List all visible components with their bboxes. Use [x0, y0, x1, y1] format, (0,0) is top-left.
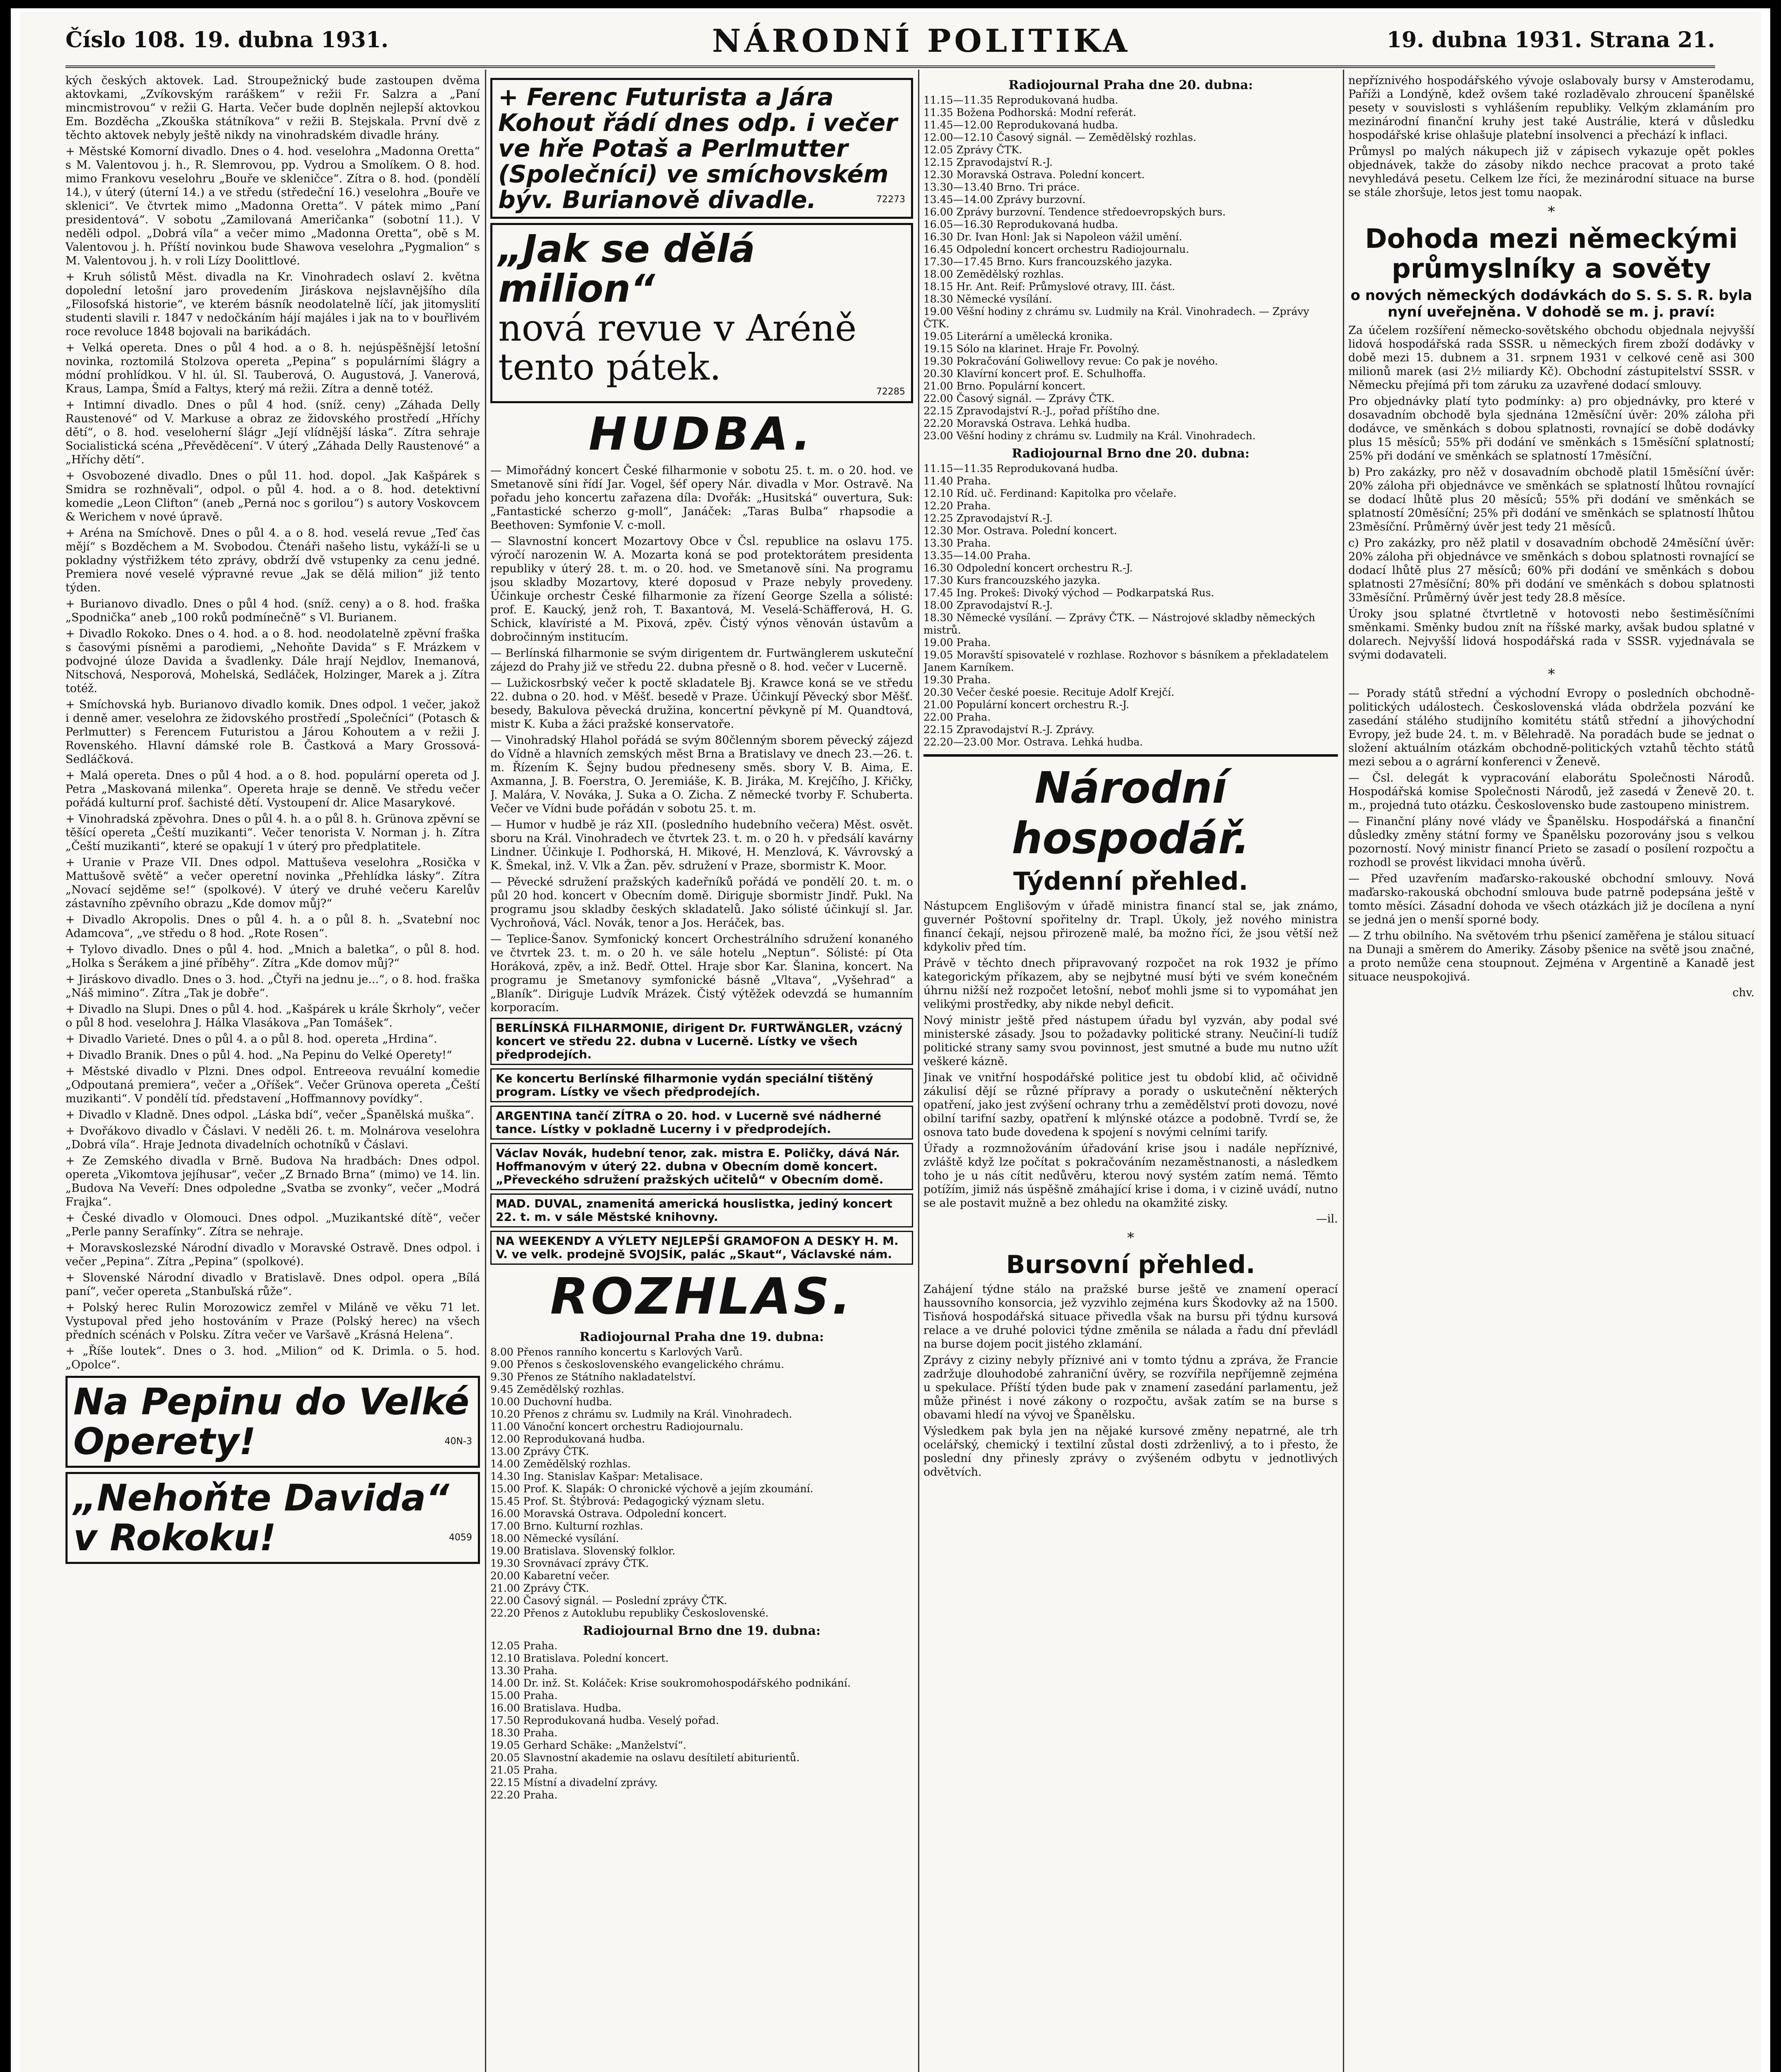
column-rule: [918, 70, 919, 2072]
article-signature: chv.: [1732, 986, 1754, 999]
radio-program-item: 12.30 Mor. Ostrava. Polední koncert.: [923, 525, 1117, 537]
radio-program-item: 20.05 Slavnostní akademie na oslavu desítiletí abiturientů.: [490, 1752, 800, 1764]
radio-program-item: 18.15 Hr. Ant. Reif: Průmyslové otravy, III. část.: [923, 281, 1175, 293]
article-subtitle: o nových německých dodávkách do S. S. S. R. byla nyní uveřejněna. V dohodě se m. j. praví:: [1350, 287, 1752, 320]
newspaper-page: [20, 12, 1761, 2072]
radio-program-item: 17.50 Reprodukovaná hudba. Veselý pořad.: [490, 1714, 719, 1726]
theatre-item: + Jiráskovo divadlo. Dnes o 3. hod. „Čtyři na jednu je...“, o 8. hod. fraška „Náš mimino“. Zítra „Tak je dobře“.: [65, 973, 480, 1000]
radio-program-item: 19.15 Sólo na klarinet. Hraje Fr. Povolný.: [923, 343, 1139, 355]
radio-program-item: 19.30 Srovnávací zprávy ČTK.: [490, 1557, 649, 1569]
radio-program-item: 19.00 Věšní hodiny z chrámu sv. Ludmily na Král. Vinohradech. — Zprávy ČTK.: [923, 305, 1309, 330]
column-theatre: [65, 74, 480, 2072]
radio-program-item: 22.15 Zpravodajství R.-J., pořad příštího dne.: [923, 405, 1160, 417]
radio-program-item: 19.05 Literární a umělecká kronika.: [923, 330, 1113, 342]
page-info: 19. dubna 1931. Strana 21.: [1386, 27, 1715, 53]
radio-program-item: 22.20—23.00 Mor. Ostrava. Lehká hudba.: [923, 736, 1143, 748]
section-title-rozhlas: ROZHLAS.: [550, 1268, 853, 1326]
article-paragraph: nepříznivého hospodářského vývoje oslabovaly bursy v Amsterodamu, Paříži a Londýně, kdež ovšem také rozladěvalo zhroucení španělské pesety v souvislosti s vyhlášením republiky. Velkým zklamáním pro mezinárodní finanční kruhy jest také Austrálie, která v důsledku hospodářské krise ohlašuje platební insolvenci a přechází k inflaci.: [1348, 74, 1754, 142]
masthead: [65, 16, 1715, 68]
radio-program-item: 16.45 Odpolední koncert orchestru Radiojournalu.: [923, 243, 1189, 255]
article-signature: —il.: [1316, 1213, 1338, 1225]
radio-program-list: [923, 94, 1338, 442]
radio-program-item: 11.35 Božena Podhorská: Modní referát.: [923, 107, 1136, 119]
radio-program-item: 20.30 Klavírní koncert prof. E. Schulhoffa.: [923, 368, 1146, 380]
radio-program-item: 16.30 Odpolední koncert orchestru R.-J.: [923, 562, 1133, 574]
advertisement-david: [65, 1472, 480, 1564]
radio-program-item: 13.30 Praha.: [490, 1665, 558, 1677]
radio-program-item: 14.30 Ing. Stanislav Kašpar: Metalisace.: [490, 1470, 703, 1482]
article-paragraph: Zahájení týdne stálo na pražské burse ještě ve znamení operací haussovního konsorcia, jež vyzvihlo zejména kurs Škodovky až na 1500. Tisňová hospodářská situace přivedla však na bursu při týdnu kursová relace a ve druhé polovici týdne změnila se nálada a řadu dní převládl na burse dojem pocit jistého zklamání.: [923, 1283, 1338, 1351]
radio-program-item: 16.00 Zprávy burzovní. Tendence středoevropských burs.: [923, 206, 1226, 218]
theatre-item: + Burianovo divadlo. Dnes o půl 4 hod. (sníž. ceny) a o 8. hod. fraška „Spodnička“ aneb „100 roků podmínečně“ s Vl. Burianem.: [65, 598, 480, 624]
theatre-item: + Dvořákovo divadlo v Čáslavi. V neděli 26. t. m. Molnárova veselohra „Dobrá víla“. Hraje Jednota divadelních ochotníků v Čáslavi.: [65, 1125, 480, 1151]
radio-program-item: 9.30 Přenos ze Státního nakladatelství.: [490, 1371, 696, 1383]
column-rule: [485, 70, 486, 2072]
ad-text: Na Pepinu do Velké Operety!: [73, 1380, 470, 1463]
music-item: — Pěvecké sdružení pražských kadeřníků pořádá ve pondělí 20. t. m. o půl 20 hod. koncert v Obecním domě. Diriguje sbormistr Jindř. Pukl. Na programu jsou skladby českých skladatelů. Jako sólisté účinkují sl. Jar. Vychroňová, Václ. Novák, tenor a Jos. Heráček, bas.: [490, 876, 913, 929]
news-item: — Z trhu obilního. Na světovém trhu pšenicí zaměřena je stálou situací na Dunaji a směrem do Ameriky. Zásoby pšenice na světě jsou značné, a proto nemůže cena stoupnout. Zejména v Argentině a Kanadě jest situace neuspokojivá.: [1348, 929, 1754, 983]
radio-program-item: 16.00 Bratislava. Hudba.: [490, 1702, 622, 1714]
theatre-item: + „Říše loutek“. Dnes o 3. hod. „Milion“ od K. Drimla. o 5. hod. „Opolce“.: [65, 1345, 480, 1371]
separator-star: *: [1548, 666, 1555, 683]
article-paragraph: Jinak ve vnitřní hospodářské politice jest tu období klid, ač očividně zákulisí dějí se různé přípravy a porady o uskutečnění některých opatření, jako jest zvýšení ochrany trhu a zemědělství proti dovozu, nové obilní tarifní sazby, opatření k mlýnské otázce a podobně. Tvrdí se, že osnova tato bude dovedena k spojení s novými celními tarify.: [923, 1071, 1338, 1139]
advertisement-pepina: [65, 1376, 480, 1468]
article-paragraph: Nástupcem Englišovým v úřadě ministra financí stal se, jak známo, guvernér Poštovní spořitelny dr. Trapl. Úkoly, jež nového ministra financí čekají, nejsou přirozeně malé, ba možno říci, že jsou větší než kdykoliv před tím.: [923, 900, 1338, 954]
article-paragraph: Výsledkem pak byla jen na nějaké kursové změny nepatrné, ale trh ocelářský, chemický i textilní zůstal dosti zdrženlivý, a to i přesto, že poslední dny přinesly zprávy o zvýšeném odbytu v jednotlivých odvětvích.: [923, 1425, 1338, 1479]
music-item: — Mimořádný koncert České filharmonie v sobotu 25. t. m. o 20. hod. ve Smetanově síni řídí Jar. Vogel, šéf opery Nár. divadla v Mor. Ostravě. Na pořadu jeho koncertu zařazena díla: Dvořák: „Husitská“ ouvertura, Suk: „Fantastické scherzo g-moll“, Janáček: „Taras Bulba“ rhapsodie a Beethoven: Symfonie V. c-moll.: [490, 464, 913, 532]
article-paragraph: Za účelem rozšíření německo-sovětského obchodu objednala nejvyšší lidová hospodářská rada SSSR. u německých firem zboží dodávky v době mezi 15. dubnem a 31. srpnem 1931 v celkové ceně asi 300 milionů marek (asi 2½ miliardy Kč). Obchodní zástupitelství SSSR. v Německu přejímá při tom záruku za uzavřené dodací smlouvy.: [1348, 324, 1754, 392]
radio-program-item: 19.00 Praha.: [923, 637, 991, 649]
radio-program-item: 20.00 Kabaretní večer.: [490, 1570, 610, 1582]
radio-program-item: 10.20 Přenos z chrámu sv. Ludmily na Král. Vinohradech.: [490, 1408, 792, 1420]
radio-program-list: [923, 462, 1338, 748]
radio-program-item: 12.00 Reprodukovaná hudba.: [490, 1433, 645, 1445]
news-item: — Před uzavřením maďarsko-rakouské obchodní smlouvy. Nová maďarsko-rakouská obchodní smlouva bude patrně podepsána ještě v tomto měsíci. Zásadní dohoda ve všech otázkách již je docílena a nyní se jedná jen o menší sporné body.: [1348, 872, 1754, 926]
radio-program-item: 11.40 Praha.: [923, 475, 991, 487]
article-paragraph: b) Pro zakázky, pro něž v dosavadním obchodě platil 15měsíční úvěr: 20% záloha při objednávce ve směnkách se splatností lhůtou rovnající se dodací lhůtě plus 20 měsíců; 55% při dodání ve směnkách se splatností 20měsíční; 25% při dodání ve směnkách se splatností lhůtou 23měsíční. Průměrný úvěr jest tedy 21 měsíců.: [1348, 466, 1754, 533]
ad-text: „Nehoňte Davida“ v Rokoku!: [73, 1477, 450, 1559]
ad-number: 4059: [449, 1532, 472, 1543]
section-divider: [923, 754, 1338, 757]
ad-text: + Ferenc Futurista a Jára Kohout řádí dnes odp. i večer ve hře Potaš a Perlmutter (Společníci) ve smíchovském býv. Burianově divadle.: [498, 83, 897, 214]
theatre-item: + Tylovo divadlo. Dnes o půl 4. hod. „Mnich a baletka“, o půl 8. hod. „Holka s Šerákem a jiné příběhy“. Zítra „Kde domov můj?“: [65, 943, 480, 970]
theatre-item: + Divadlo Varieté. Dnes o půl 4. a o půl 8. hod. opereta „Hrdina“.: [65, 1033, 437, 1046]
theatre-item: + Moravskoslezské Národní divadlo v Moravské Ostravě. Dnes odpol. i večer „Pepina“. Zítra „Pepina“ (spolkové).: [65, 1242, 480, 1268]
radio-program-item: 11.15—11.35 Reprodukovaná hudba.: [923, 94, 1119, 106]
section-title-hudba: HUDBA.: [589, 407, 815, 460]
small-ad: MAD. DUVAL, znamenitá americká houslistka, jediný koncert 22. t. m. v sále Městské knihovny.: [490, 1193, 913, 1227]
theatre-item: + Divadlo Akropolis. Dnes o půl 4. h. a o půl 8. h. „Svatební noc Adamcova“, „ve středu o 8 hod. „Rote Rosen“.: [65, 913, 480, 940]
radio-program-item: 15.00 Prof. K. Slapák: O chronické výchově a jejím zkoumání.: [490, 1483, 814, 1495]
section-title-hospodar: Národní hospodář.: [1012, 762, 1250, 864]
newspaper-title: NÁRODNÍ POLITIKA: [712, 22, 1131, 59]
theatre-item: kých českých aktovek. Lad. Stroupežnický bude zastoupen dvěma aktovkami, „Zvíkovským raráškem“ v režii Fr. Salzra a „Paní mincmistrovou“ v režii G. Harta. Večer bude doplněn nejlepší aktovkou Em. Bozděcha „Zkouška státníkova“ v režii B. Stejskala. První dvě z těchto aktovek nebyly ještě nikdy na vinohradském divadle hrány.: [65, 74, 480, 142]
radio-program-item: 11.00 Vánoční koncert orchestru Radiojournalu.: [490, 1421, 744, 1433]
article-paragraph: Průmysl po malých nákupech již v zápisech vykazuje opět pokles objednávek, takže do zásoby nikdo nechce pracovat a proto také nevyhledává pesetu. Celkem lze říci, že mezinárodní situace na burse se stále zhoršuje, letos jest tomu naopak.: [1348, 145, 1754, 199]
radio-program-item: 18.00 Německé vysílání.: [490, 1532, 619, 1544]
radio-program-item: 12.05 Zprávy ČTK.: [923, 144, 1023, 156]
radio-program-item: 19.00 Bratislava. Slovenský folklor.: [490, 1545, 676, 1557]
theatre-item: + Divadlo na Slupi. Dnes o půl 4. hod. „Kašpárek u krále Škrholy“, večer o půl 8 hod. veselohra J. Hálka Vlasákova „Pan Tomášek“.: [65, 1003, 480, 1029]
radio-program-item: 12.05 Praha.: [490, 1640, 558, 1652]
radio-program-item: 8.00 Přenos ranního koncertu s Karlových Varů.: [490, 1346, 743, 1358]
radio-program-item: 12.00—12.10 Časový signál. — Zemědělský rozhlas.: [923, 131, 1197, 143]
radio-program-item: 12.25 Zpravodajství R.-J.: [923, 512, 1053, 524]
radio-program-item: 21.00 Zprávy ČTK.: [490, 1582, 589, 1594]
article-title-bursovni: Bursovní přehled.: [1006, 1250, 1255, 1279]
radio-program-item: 13.30 Praha.: [923, 537, 991, 549]
radio-program-item: 10.00 Duchovní hudba.: [490, 1396, 613, 1408]
radio-program-item: 17.30 Kurs francouzského jazyka.: [923, 574, 1100, 586]
article-paragraph: Pro objednávky platí tyto podmínky: a) pro objednávky, pro které v dosavadním obchodě byla sjednána 12měsíční úvěr: 20% záloha při dodávce, ve směnkách s dobou splatnosti, rovnající se době dodávky plus 15 měsíců; 55% při dodání ve směnkách s 15měsíční splatností; 25% při dodání ve směnkách se splatností 17měsíční.: [1348, 395, 1754, 462]
article-paragraph: Úroky jsou splatné čtvrtletně v hotovosti nebo šestiměsíčními směnkami. Směnky budou znít na říšské marky, avšak budou splatné v dolarech. Nejvyšší lidová hospodářská rada v SSSR. vyjednávala se svými dodavateli.: [1348, 608, 1754, 661]
theatre-item: + Městské divadlo v Plzni. Dnes odpol. Entreeova revuální komedie „Odpoutaná premiera“, večer a „Oříšek“. Večer Grünova opereta „Čeští muzikanti“. V pondělí tíd. představení „Hoffmannovy povídky“.: [65, 1065, 480, 1105]
radio-program-item: 12.15 Zpravodajství R.-J.: [923, 156, 1053, 168]
small-ad: NA WEEKENDY A VÝLETY NEJLEPŠÍ GRAMOFON A DESKY H. M. V. ve velk. prodejně SVOJSÍK, palác „Skaut“, Václavské nám.: [490, 1231, 913, 1265]
radio-program-item: 12.20 Praha.: [923, 500, 991, 512]
radio-program-item: 12.10 Ríd. uč. Ferdinand: Kapitolka pro včelaře.: [923, 487, 1177, 499]
radio-program-item: 18.30 Praha.: [490, 1727, 558, 1739]
radio-program-item: 18.00 Zemědělský rozhlas.: [923, 268, 1064, 280]
theatre-item: + Slovenské Národní divadlo v Bratislavě. Dnes odpol. opera „Bílá paní“, večer opereta „Stanbuľská růže“.: [65, 1271, 480, 1298]
theatre-item: + České divadlo v Olomouci. Dnes odpol. „Muzikantské dítě“, večer „Perle panny Serafínky“. Zítra se nehraje.: [65, 1212, 480, 1238]
radio-program-item: 22.00 Časový signál. — Poslední zprávy ČTK.: [490, 1595, 727, 1607]
radio-program-list: [490, 1346, 913, 1619]
separator-star: *: [1548, 203, 1555, 220]
radio-program-item: 17.00 Brno. Kulturní rozhlas.: [490, 1520, 643, 1532]
radio-program-item: 18.30 Německé vysílání.: [923, 293, 1052, 305]
column-radio-economy: [923, 74, 1338, 2072]
radio-program-item: 18.30 Německé vysílání. — Zprávy ČTK. — Nástrojové skladby německých mistrů.: [923, 612, 1316, 636]
radio-program-item: 13.30—13.40 Brno. Tri práce.: [923, 181, 1080, 193]
radio-program-item: 19.05 Gerhard Schäke: „Manželství“.: [490, 1739, 686, 1751]
radio-program-item: 12.30 Moravská Ostrava. Polední koncert.: [923, 169, 1145, 181]
radio-program-item: 17.45 Ing. Prokeš: Divoký východ — Podkarpatská Rus.: [923, 587, 1214, 599]
article-paragraph: Zprávy z ciziny nebyly příznivé ani v tomto týdnu a zpráva, že Francie zadržuje dlouhodobé zahraniční úvěry, se rozvířila nepříjemně zejména u spekulace. Příští týden bude pak v znamení zasedání parlamentu, jež může přinést i nové zákony o rozpočtu, avšak zatím se na burse s obavami hledí na vývoj ve Španělsku.: [923, 1354, 1338, 1421]
radio-program-item: 23.00 Věšní hodiny z chrámu sv. Ludmily na Král. Vinohradech.: [923, 430, 1256, 442]
news-item: — Čsl. delegát k vypracování elaborátu Společnosti Národů. Hospodářská komise Společnosti Národů, jež zasedá v Ženevě 20. t. m., projedná tuto otázku. Československo bude zastoupeno ministrem.: [1348, 772, 1754, 812]
theatre-item: + Velká opereta. Dnes o půl 4 hod. a o 8. h. nejúspěšnější letošní novinka, roztomilá Stolzova opereta „Pepina“ s populárními šlágry a módní prohlídkou. V hl. úl. Sl. Tauberová, O. Augustová, J. Vanerová, Kraus, Lampa, Šmíd a Faltys, který má režii. Zítra a denně totéž.: [65, 341, 480, 395]
advertisement-revue: [490, 223, 913, 403]
column-rule: [1343, 70, 1344, 2072]
radio-program-item: 15.45 Prof. St. Štýbrová: Pedagogický význam sletu.: [490, 1495, 765, 1507]
advertisement-futurista: [490, 78, 913, 219]
theatre-item: + Uranie v Praze VII. Dnes odpol. Mattuševa veselohra „Rosička v Mattušově světě“ a večer operetní novinka „Přehlídka lásky“. Zítra „Novací sejděme se!“ (spolkové). V úterý ve druhé večeru Karelův zástavního zpěvního obrazu „Kde domov můj?“: [65, 856, 480, 910]
radio-program-item: 21.00 Populární koncert orchestru R.-J.: [923, 699, 1129, 711]
issue-info: Číslo 108. 19. dubna 1931.: [65, 27, 389, 53]
article-title-tydenni: Týdenní přehled.: [1013, 867, 1248, 896]
article-paragraph: Právě v těchto dnech připravovaný rozpočet na rok 1932 je přímo kategorickým příkazem, aby se nejbytné musí býti ve svém konečném úhrnu nižší než rozpočet letošní, neboť mohli jsme si to vypomáhat jen velikými prostředky, aby nikde nebyl deficit.: [923, 957, 1338, 1011]
small-ad: ARGENTINA tančí ZÍTRA o 20. hod. v Lucerně své nádherné tance. Lístky v pokladně Lucerny i v předprodejích.: [490, 1106, 913, 1140]
radio-program-item: 16.05—16.30 Reprodukovaná hudba.: [923, 218, 1119, 230]
theatre-item: + Smíchovská hyb. Burianovo divadlo komik. Dnes odpol. 1 večer, jakož i denně amer. veselohra ze židovského prostředí „Společníci“ (Potasch & Perlmutter) s Ferencem Futuristou a Járou Kohoutem a v režii J. Rovenského. Hlavní dámské role B. Častková a Mary Grossová-Sedláčková.: [65, 698, 480, 766]
radio-program-item: 20.30 Večer české poesie. Recituje Adolf Krejčí.: [923, 686, 1175, 698]
column-economy-news: [1348, 74, 1754, 2072]
radio-program-item: 21.00 Brno. Populární koncert.: [923, 380, 1086, 392]
radio-program-header: Radiojournal Brno dne 20. dubna:: [1012, 446, 1250, 461]
small-ad: Ke koncertu Berlínské filharmonie vydán speciální tištěný program. Lístky ve všech předprodejích.: [490, 1068, 913, 1102]
radio-program-item: 22.20 Praha.: [490, 1789, 558, 1801]
theatre-item: + Osvobozené divadlo. Dnes o půl 11. hod. dopol. „Jak Kašpárek s Smidra se rozhněvali“, odpol. o půl 4. hod. a o 8. hod. detektivní komedie „Leon Clifton“ (aneb „Perná noc s gorilou“) s autory Voskovcem & Werichem v nové úpravě.: [65, 470, 480, 523]
radio-program-item: 16.30 Dr. Ivan Honl: Jak si Napoleon vážil umění.: [923, 231, 1182, 243]
theatre-item: + Malá opereta. Dnes o půl 4 hod. a o 8. hod. populární opereta od J. Petra „Maskovaná milenka“. Opereta hraje se denně. Ve středu večer pořádá kulturní prof. šachisté dětí. Vystoupení dr. Alice Masarykové.: [65, 769, 480, 809]
music-item: — Humor v hudbě je ráz XII. (posledního hudebního večera) Měst. osvět. sboru na Král. Vinohradech ve čtvrtek 23. t. m. o 20 h. v předsálí kavárny Lindner. Účinkuje I. Podhorská, H. Mikové, H. Menzlová, K. Vávrovský a K. Šmekal, inž. V. Vlk a Žan. pěv. sdružení v Praze, sbormistr K. Moor.: [490, 818, 913, 872]
radio-program-item: 9.00 Přenos s československého evangelického chrámu.: [490, 1358, 784, 1370]
radio-program-item: 22.00 Časový signál. — Zprávy ČTK.: [923, 392, 1115, 404]
radio-program-item: 13.45—14.00 Zprávy burzovní.: [923, 194, 1086, 206]
radio-program-item: 22.15 Zpravodajství R.-J. Zprávy.: [923, 724, 1095, 736]
small-ad: BERLÍNSKÁ FILHARMONIE, dirigent Dr. FURTWÄNGLER, vzácný koncert ve středu 22. dubna v Lucerně. Lístky ve všech předprodejích.: [490, 1018, 913, 1065]
radio-program-item: 14.00 Dr. inž. St. Koláček: Krise soukromohospodářského podnikání.: [490, 1677, 851, 1689]
theatre-item: + Divadlo Branik. Dnes o půl 4. hod. „Na Pepinu do Velké Operety!“: [65, 1049, 452, 1062]
radio-program-header: Radiojournal Brno dne 19. dubna:: [583, 1624, 821, 1638]
theatre-item: + Polský herec Rulin Morozowicz zemřel v Miláně ve věku 71 let. Vystupoval před jeho hostováním v Praze (Polský herec) na všech předních scénách v Polsku. Zítra večer ve Varšavě „Krásná Helena“.: [65, 1301, 480, 1341]
ad-text: nová revue v Aréně tento pátek.: [498, 307, 857, 388]
radio-program-list: [490, 1640, 913, 1801]
theatre-item: + Vinohradská zpěvohra. Dnes o půl 4. h. a o půl 8. h. Grünova zpěvní se těšící opereta „Čeští muzikanti“. Večer tenorista V. Norman j. h. Zítra „Čeští muzikanti“, které se opakují 1 v úterý pro předplatitele.: [65, 813, 480, 853]
radio-program-item: 22.20 Přenos z Autoklubu republiky Československé.: [490, 1607, 769, 1619]
music-item: — Teplice-Šanov. Symfonický koncert Orchestrálního sdružení konaného ve čtvrtek 23. t. m. o 20 h. ve sále hotelu „Neptun“. Sólisté: pí Ota Horáková, zpěv, a inž. Bedř. Ottel. Hraje sbor Kar. Šlanina, koncert. Na programu je Smetanovy symfonické básně „Vltava“, „Vyšehrad“ a „Blaník“. Diriguje Ludvík Mrázek. Čistý výtěžek odevzdá se humanním korporacím.: [490, 933, 913, 1014]
radio-program-item: 19.30 Praha.: [923, 674, 991, 686]
news-item: — Finanční plány nové vlády ve Španělsku. Hospodářská a finanční důsledky změny státní formy ve Španělsku pozorovány jsou s velkou pozorností. Nový ministr financí Prieto se zasadí o posílení rozpočtu a rozhodl se provést likvidaci mnoha úvěrů.: [1348, 815, 1754, 869]
radio-program-item: 11.15—11.35 Reprodukovaná hudba.: [923, 462, 1119, 474]
separator-star: *: [1127, 1230, 1134, 1246]
radio-program-item: 15.00 Praha.: [490, 1690, 558, 1702]
theatre-item: + Městské Komorní divadlo. Dnes o 4. hod. veselohra „Madonna Oretta“ s M. Valentovou j. h., R. Slemrovou, pp. Vydrou a Smolíkem. O 8. hod. mimo Frankovu veselohru „Bouře ve skleničce“. Zítra o 8. hod. (pondělí 14.), v úterý (úterní 14.) a ve středu (středeční 16.) veselohra „Bouře ve sklenici“. Ve čtvrtek mimo „Madonna Oretta“. V pátek mimo „Paní presidentová“. V sobotu „Zamilovaná Američanka“ (sobotní 11.). V neděli odpol. „Dobrá víla“ a večer mimo „Madonna Oretta“, obě s M. Valentovou j. h. Příští novinkou bude Shawova veselohra „Pygmalion“ s M. Valentovou j. h. v roli Lízy Doolittlové.: [65, 145, 480, 267]
radio-program-item: 12.10 Bratislava. Polední koncert.: [490, 1652, 669, 1664]
theatre-item: + Divadlo Rokoko. Dnes o 4. hod. a o 8. hod. neodolatelně zpěvní fraška s časovými písněmi a parodiemi, „Nehoňte Davida“ s F. Mrázkem v podvojné úloze Davida a švadlenky. Dále hrají Nejdlov, Inemanová, Nitschová, Nesporová, Mohelská, Sedláček, Holzinger, Marek a j. Zítra totéž.: [65, 627, 480, 695]
radio-program-item: 9.45 Zemědělský rozhlas.: [490, 1383, 625, 1395]
news-item: — Porady států střední a východní Evropy o posledních obchodně-politických událostech. Československá vláda obdržela pozvání ke zasedání stálého studijního komitétu států střední a jihovýchodní Evropy, jež bude 24. t. m. v Bělehradě. Na poradách bude se jednat o složení aktuálním otázkám obchodně-politických vztahů těchto států mezi sebou a o agrární konferenci v Ženevě.: [1348, 687, 1754, 768]
radio-program-item: 18.00 Zpravodajství R.-J.: [923, 599, 1053, 611]
radio-program-item: 14.00 Zemědělský rozhlas.: [490, 1458, 631, 1470]
article-paragraph: Úřady a rozmnožováním úřadování krise jsou i nadále nepříznivé, zvláště když lze počítat s pokračováním nezaměstnanosti, a následkem toho je u nás cítit nedůvěru, kterou nový systém zatím nemá. Těmto potížím, jimiž nás úspěšně zmáhající krise i doma, i v cizině uvádí, nutno se ale postavit mužně a bez ohledu na okamžité zisky.: [923, 1142, 1338, 1210]
ad-headline: „Jak se dělá milion“: [498, 227, 755, 311]
radio-program-header: Radiojournal Praha dne 20. dubna:: [1008, 78, 1253, 92]
small-ad: Václav Novák, hudební tenor, zak. mistra E. Poličky, dává Nár. Hoffmanovým v úterý 22. dubna v Obecním domě koncert. „Převeckého sdružení pražských učitelů“ v Obecním domě.: [490, 1143, 913, 1190]
ad-number: 72285: [876, 387, 905, 397]
radio-program-item: 11.45—12.00 Reprodukovaná hudba.: [923, 119, 1119, 131]
article-paragraph: c) Pro zakázky, pro něž platil v dosavadním obchodě 24měsíční úvěr: 20% záloha při objednávce ve směnkách s dobou splatnosti rovnající se dodací lhůtě plus 27 měsíců; 60% při dodání ve směnkách s dobou splatnosti 27měsíční; 80% při dodání ve směnkách s dobou splatnosti 33měsíční. Průměrný úvěr jest tedy 28.8 měsíce.: [1348, 537, 1754, 604]
ad-number: 40N-3: [444, 1436, 472, 1447]
radio-program-item: 17.30—17.45 Brno. Kurs francouzského jazyka.: [923, 256, 1173, 268]
radio-program-item: 22.15 Místní a divadelní zprávy.: [490, 1777, 658, 1789]
radio-program-item: 22.00 Praha.: [923, 711, 991, 723]
radio-program-header: Radiojournal Praha dne 19. dubna:: [579, 1330, 824, 1344]
theatre-item: + Ze Zemského divadla v Brně. Budova Na hradbách: Dnes odpol. opereta „Vikomtova jejíhusar“, večer „Z Brnado Brna“ (mimo) ve 14. lin. „Budova Na Veveří: Dnes odpoledne „Svatba se zvonky“, večer „Modrá Frajka“.: [65, 1155, 480, 1208]
radio-program-item: 22.20 Moravská Ostrava. Lehká hudba.: [923, 417, 1131, 429]
radio-program-item: 21.05 Praha.: [490, 1764, 558, 1776]
theatre-item: + Aréna na Smíchově. Dnes o půl 4. a o 8. hod. veselá revue „Teď čas mějí“ s Bozděchem a M. Svobodou. Čtenáři našeho listu, vykáží-li se u pokladny výstřižkem této zprávy, obdrží dvě vstupenky za cenu jedné. Premiera nové veselé výpravné revue „Jak se dělá milion“ již tento týden.: [65, 527, 480, 594]
theatre-item: + Kruh sólistů Měst. divadla na Kr. Vinohradech oslaví 2. května dopolední letošní jaro provedením Jiráskova nejslavnějšího díla „Filosofská historie“, ve kterém básník neodolatelně líčí, jak jitomyslití studenti slavili r. 1847 v nedočkáním hájí majáles i jak na to v bouřlivém roce revoluce 1848 bojovali na barikádách.: [65, 271, 480, 338]
radio-program-item: 16.00 Moravská Ostrava. Odpolední koncert.: [490, 1508, 727, 1520]
theatre-item: + Intimní divadlo. Dnes o půl 4 hod. (sníž. ceny) „Záhada Delly Raustenové“ od V. Markuse a obraz ze židovského prostředí „Hříchy dětí“, o 8. hod. veseloherní šlágr „Její vlídnější láska“. Zítra sehraje Socialistická scéna „Převěděcení“. V úterý „Záhada Delly Raustenové“ a „Hříchy dětí“.: [65, 399, 480, 466]
radio-program-item: 19.05 Moravští spisovatelé v rozhlase. Rozhovor s básníkem a překladatelem Janem Karníkem.: [923, 649, 1329, 673]
radio-program-item: 13.35—14.00 Praha.: [923, 549, 1031, 562]
column-music-radio: [490, 74, 913, 2072]
radio-program-item: 13.00 Zprávy ČTK.: [490, 1445, 589, 1457]
music-item: — Lužickosrbský večer k poctě skladatele Bj. Krawce koná se ve středu 22. dubna o 20. hod. v Měšť. besedě v Praze. Účinkují Pěvecký sbor Měšť. besedy, Bakulova pěvecká družina, koncertní pěvkyně pí M. Quandtová, mistr K. Kuba a žáci pražské konservatoře.: [490, 677, 913, 731]
article-title-dohoda: Dohoda mezi německými průmyslníky a sověty: [1365, 224, 1738, 284]
theatre-item: + Divadlo v Kladně. Dnes odpol. „Láska bdí“, večer „Španělská muška“.: [65, 1109, 474, 1121]
radio-program-item: 19.30 Pokračování Goliwellovy revue: Co pak je nového.: [923, 355, 1218, 367]
ad-number: 72273: [876, 194, 905, 205]
article-paragraph: Nový ministr ještě před nástupem úřadu byl vyzván, aby podal své ministerské zásady. Jsou to požadavky politické strany. Neučiní-li tudíž politické strany samy svou povinnost, jest smutné a bude mu nutno užít veškeré kázně.: [923, 1014, 1338, 1068]
music-item: — Vinohradský Hlahol pořádá se svým 80členným sborem pěvecký zájezd do Vídně a hlavních zemských měst Brna a Bratislavy ve dnech 23.—26. t. m. Řízením K. Šejny budou předneseny směs. sbory V. B. Aima, E. Axmanna, J. B. Foerstra, O. Jeremiáše, K. B. Jiráka, M. Krejčího, J. Křičky, J. Malára, V. Nováka, J. Suka a O. Zicha. Z německé tvorby F. Schuberta. Večer ve Vídni bude pořádán v sobotu 25. t. m.: [490, 734, 913, 815]
music-item: — Berlínská filharmonie se svým dirigentem dr. Furtwänglerem uskuteční zájezd do Prahy již ve středu 22. dubna přesně o 8. hod. večer v Lucerně.: [490, 647, 913, 673]
music-item: — Slavnostní koncert Mozartovy Obce v Čsl. republice na oslavu 175. výročí narozenin W. A. Mozarta koná se pod protektorátem presidenta republiky v úterý 28. t. m. o 20. hod. ve Smetanově síni. Na programu jsou skladby Mozartovy, které doposud v Praze nebyly provedeny. Účinkuje orchestr České filharmonie za řízení George Szella a sólisté: prof. E. Kaucký, jenž roh, T. Baxantová, M. Veselá-Schäfferová, H. G. Schick, klavíristé a M. Pixová, zpěv. Čistý výnos věnován ústavům a dobročinným institucím.: [490, 535, 913, 644]
